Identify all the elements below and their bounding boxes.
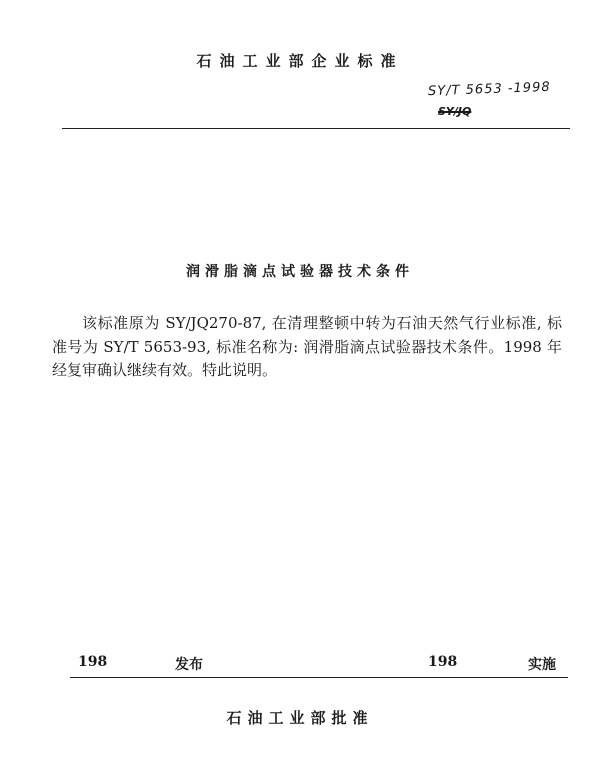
document-body-paragraph: 该标准原为 SY/JQ270-87, 在清理整顿中转为石油天然气行业标准, 标准号为 SY/T 5653-93, 标准名称为: 润滑脂滴点试验器技术条件。1998 年经复审确认继续有效。特此说明。 — [52, 314, 562, 379]
effective-label: 实施 — [528, 657, 556, 673]
issue-label: 发布 — [175, 657, 203, 673]
issue-year: 198 — [78, 654, 108, 670]
approval-authority: 石油工业部批准 — [226, 709, 374, 727]
standard-number: SY/T 5653 -1998 — [427, 79, 551, 100]
header-divider — [62, 128, 570, 129]
old-standard-number-struck: SY/JQ — [438, 105, 472, 118]
issuing-organization-header: 石油工业部企业标准 — [196, 52, 404, 70]
document-title: 润滑脂滴点试验器技术条件 — [186, 264, 414, 280]
effective-year: 198 — [428, 654, 458, 670]
footer-divider — [70, 677, 568, 678]
